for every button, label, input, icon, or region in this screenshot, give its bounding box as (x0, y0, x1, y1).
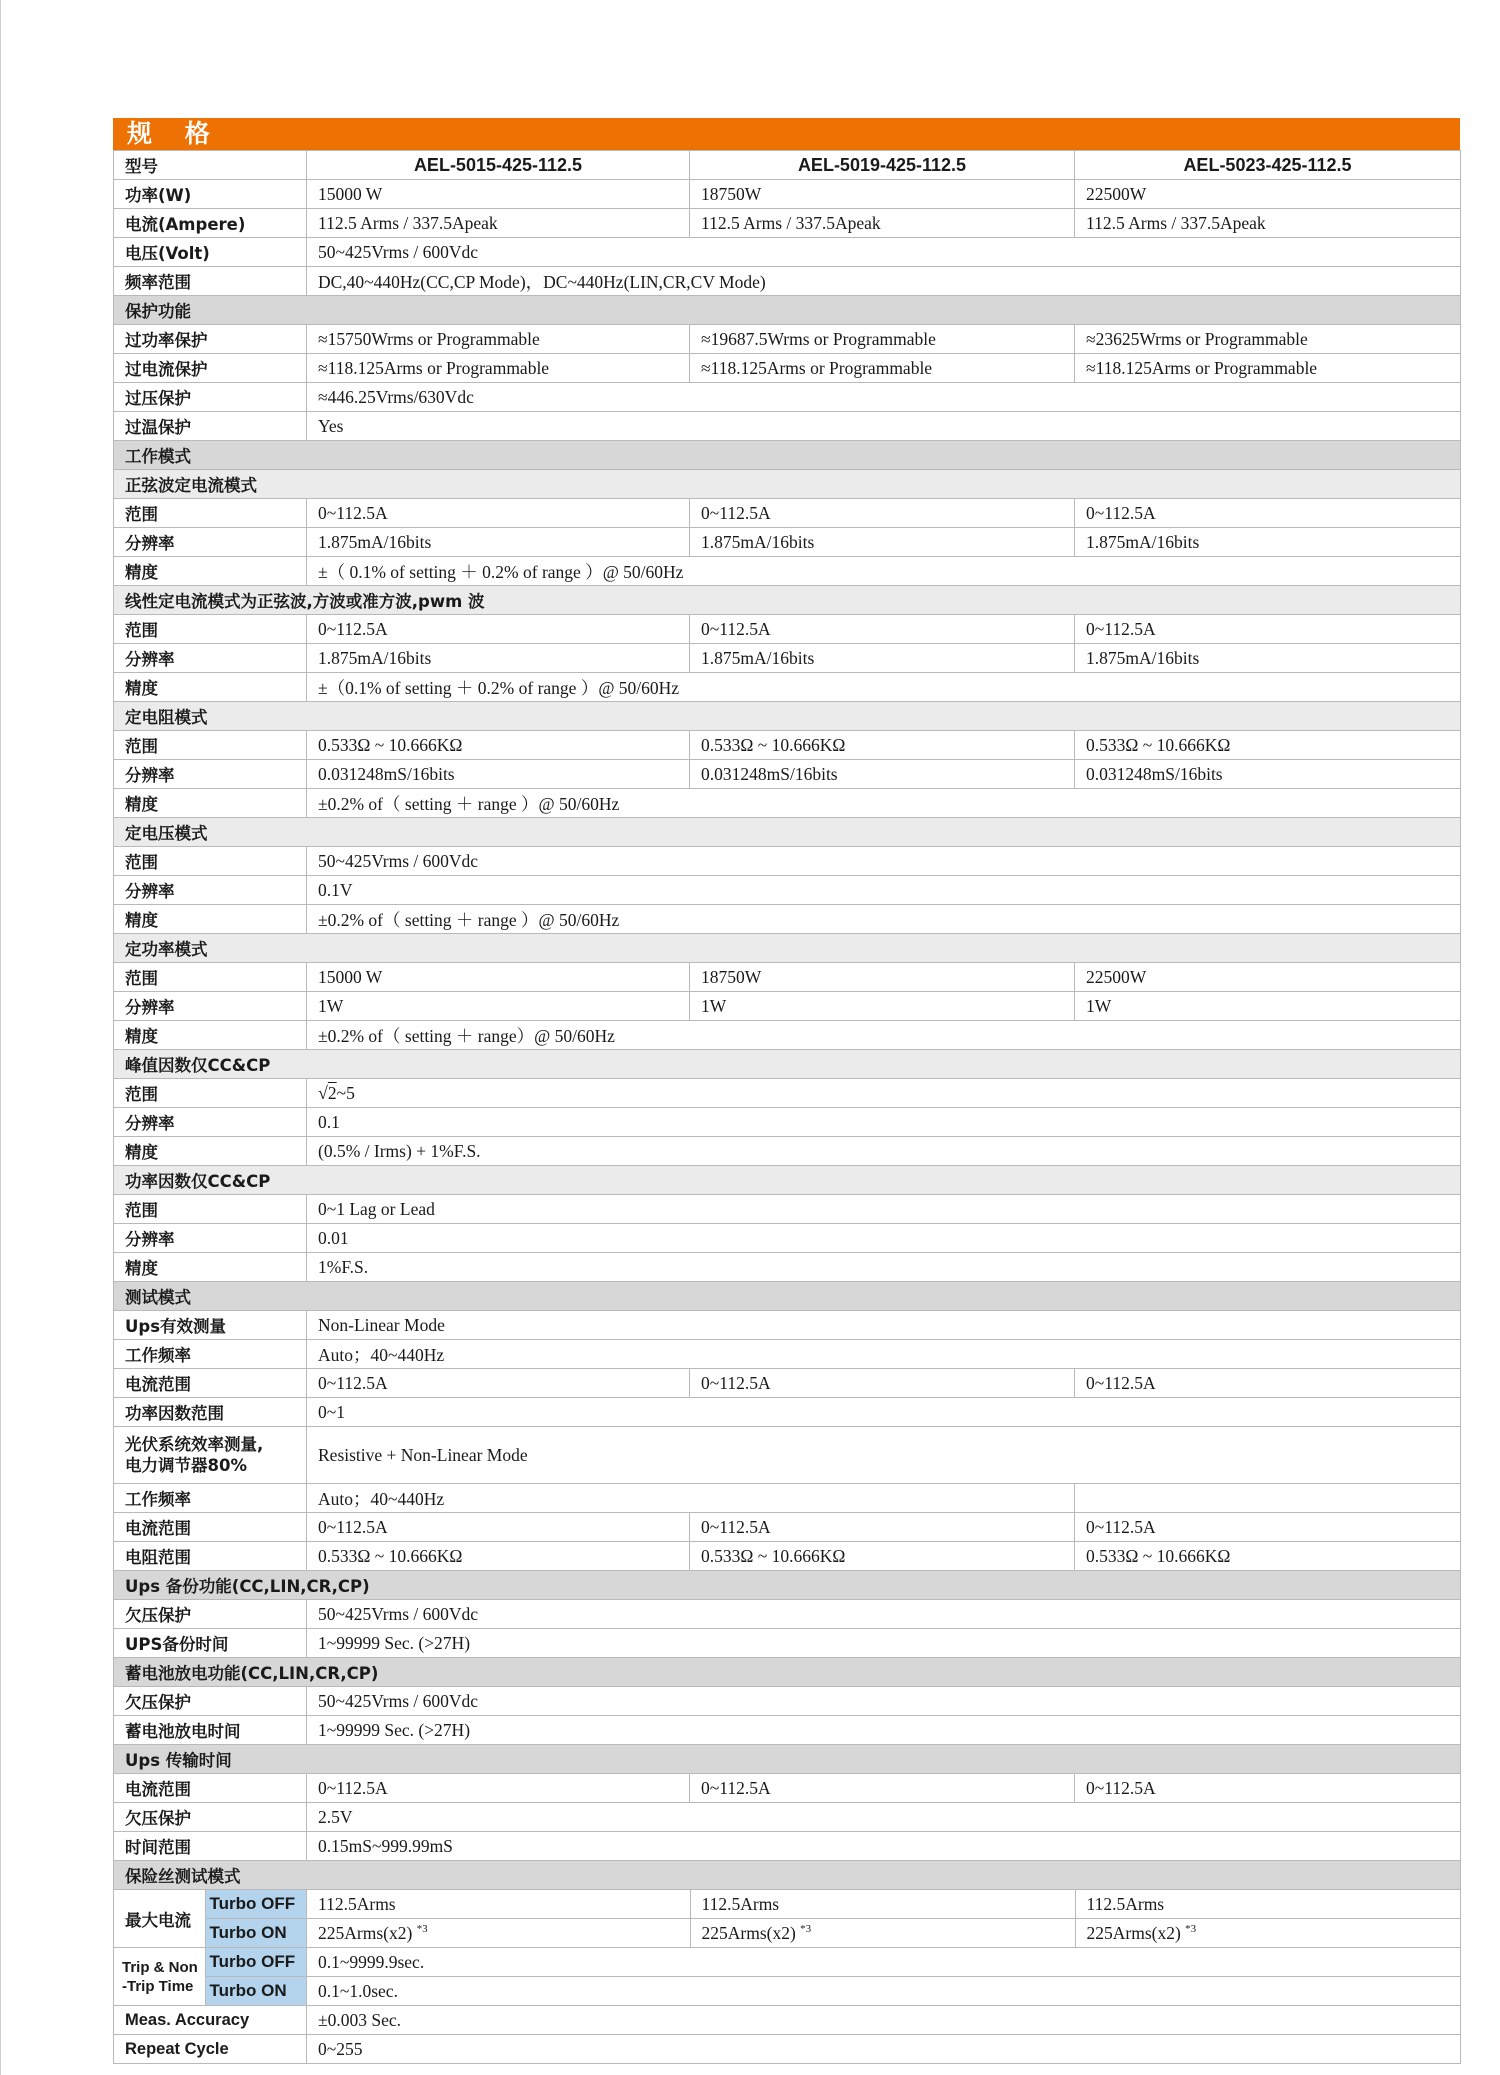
cell-empty (1075, 1484, 1461, 1513)
table-row (114, 528, 1461, 557)
nested-row (114, 1948, 307, 1977)
cell-value: 1~99999 Sec. (>27H) (307, 1716, 1461, 1745)
cell-value: ±（0.1% of setting ＋ 0.2% of range ）@ 50/60Hz (307, 673, 1461, 702)
row-label: 分辨率 (114, 876, 307, 905)
table-row (114, 499, 1461, 528)
cell-value: ±0.2% of（ setting ＋ range ）@ 50/60Hz (307, 905, 1461, 934)
table-row (114, 1600, 1461, 1629)
row-label: 频率范围 (114, 267, 307, 296)
row-label: 精度 (114, 1253, 307, 1282)
value-text: 225Arms(x2) (1086, 1922, 1181, 1943)
cell-value: ≈446.25Vrms/630Vdc (307, 383, 1461, 412)
cell-value: 50~425Vrms / 600Vdc (307, 1600, 1461, 1629)
cell-value: 1%F.S. (307, 1253, 1461, 1282)
cell-value: 1W (307, 992, 690, 1021)
table-row (114, 876, 1461, 905)
value-group (307, 1890, 1461, 1948)
cell-value (307, 1079, 1461, 1108)
row-label (114, 1427, 307, 1484)
table-row (114, 1398, 1461, 1427)
value-group (307, 1948, 1461, 2006)
table-row (114, 1137, 1461, 1166)
footnote-mark: *3 (1185, 1922, 1197, 1935)
row-label: 范围 (114, 615, 307, 644)
turbo-off-label: Turbo OFF (205, 1948, 307, 1977)
page-edge (0, 0, 1, 2075)
cell-value: 0~112.5A (307, 499, 690, 528)
cell-value: Auto；40~440Hz (307, 1484, 1075, 1513)
row-label: 范围 (114, 1195, 307, 1224)
cell-value: 0.031248mS/16bits (690, 760, 1075, 789)
row-label: 功率(W) (114, 180, 307, 209)
cell-value: ≈19687.5Wrms or Programmable (690, 325, 1075, 354)
table-row (114, 267, 1461, 296)
cell-value: 0~112.5A (307, 1774, 690, 1803)
nested-row (307, 1977, 1460, 2006)
cell-value: 1~99999 Sec. (>27H) (307, 1629, 1461, 1658)
row-label: Ups有效测量 (114, 1311, 307, 1340)
cell-value: 1.875mA/16bits (690, 528, 1075, 557)
cell-value: 0~1 Lag or Lead (307, 1195, 1461, 1224)
table-row (114, 238, 1461, 267)
cell-value: 2.5V (307, 1803, 1461, 1832)
nested-label-table (114, 1890, 307, 1947)
table-row (114, 1513, 1461, 1542)
row-label: 范围 (114, 731, 307, 760)
cell-value: 1.875mA/16bits (307, 644, 690, 673)
cell-value: 112.5 Arms / 337.5Apeak (690, 209, 1075, 238)
subsection-header (114, 586, 1461, 615)
spec-sheet (113, 118, 1460, 2064)
row-label: Repeat Cycle (114, 2035, 307, 2064)
turbo-on-label: Turbo ON (205, 1919, 307, 1948)
cell-value: 1W (690, 992, 1075, 1021)
row-label: 工作频率 (114, 1340, 307, 1369)
cell-value: 0~112.5A (1075, 1513, 1461, 1542)
cell-value: 0.01 (307, 1224, 1461, 1253)
table-row (114, 615, 1461, 644)
nested-row (307, 1919, 1461, 1948)
table-row (114, 1774, 1461, 1803)
table-row (114, 209, 1461, 238)
table-row (114, 760, 1461, 789)
spec-table (113, 150, 1461, 2064)
footnote-mark: *3 (800, 1922, 812, 1935)
cell-value: Yes (307, 412, 1461, 441)
cell-value: ≈118.125Arms or Programmable (1075, 354, 1461, 383)
cell-value: 0.533Ω ~ 10.666KΩ (307, 1542, 690, 1571)
footnote-mark: *3 (416, 1922, 428, 1935)
sqrt-sign: √ (318, 1082, 328, 1103)
row-label: 范围 (114, 847, 307, 876)
cell-value: 0.1~9999.9sec. (307, 1948, 1460, 1977)
table-row (114, 325, 1461, 354)
cell-value: 0.533Ω ~ 10.666KΩ (690, 731, 1075, 760)
row-label: 精度 (114, 1021, 307, 1050)
row-label: 范围 (114, 963, 307, 992)
row-label (114, 1948, 205, 2005)
nested-value-table (307, 1948, 1460, 2005)
section-header (114, 1571, 1461, 1600)
section-header (114, 441, 1461, 470)
nested-label-table (114, 1948, 307, 2005)
label-line: 电力调节器80% (125, 1456, 247, 1475)
table-row (114, 1224, 1461, 1253)
row-label: 过压保护 (114, 383, 307, 412)
cell-value: 0~112.5A (690, 1774, 1075, 1803)
row-label: 欠压保护 (114, 1687, 307, 1716)
section-header (114, 296, 1461, 325)
table-row (114, 1542, 1461, 1571)
cell-value: 0~255 (307, 2035, 1461, 2064)
table-row (114, 1803, 1461, 1832)
model-header-row (114, 151, 1461, 180)
row-label: 电流范围 (114, 1369, 307, 1398)
section-title: 蓄电池放电功能(CC,LIN,CR,CP) (114, 1658, 1461, 1687)
table-row (114, 1021, 1461, 1050)
cell-value: ±（ 0.1% of setting ＋ 0.2% of range ）@ 50/60Hz (307, 557, 1461, 586)
subsection-header (114, 470, 1461, 499)
subsection-title: 定功率模式 (114, 934, 1461, 963)
table-row (114, 1108, 1461, 1137)
cell-value: 18750W (690, 963, 1075, 992)
cell-value: 0~112.5A (307, 1513, 690, 1542)
row-label: 范围 (114, 1079, 307, 1108)
row-label: 电流范围 (114, 1774, 307, 1803)
row-label: 工作频率 (114, 1484, 307, 1513)
cell-value: DC,40~440Hz(CC,CP Mode)，DC~440Hz(LIN,CR,CV Mode) (307, 267, 1461, 296)
row-label: 分辨率 (114, 1108, 307, 1137)
cell-value: 1.875mA/16bits (1075, 644, 1461, 673)
cell-value: 22500W (1075, 963, 1461, 992)
table-row (114, 905, 1461, 934)
turbo-on-label: Turbo ON (205, 1977, 307, 2006)
subsection-title: 定电压模式 (114, 818, 1461, 847)
cell-value: 112.5 Arms / 337.5Apeak (1075, 209, 1461, 238)
section-title: 工作模式 (114, 441, 1461, 470)
section-title: Ups 备份功能(CC,LIN,CR,CP) (114, 1571, 1461, 1600)
table-row (114, 1079, 1461, 1108)
cell-value: (0.5% / Irms) + 1%F.S. (307, 1137, 1461, 1166)
table-row (114, 992, 1461, 1021)
table-row (114, 1484, 1461, 1513)
row-label: 分辨率 (114, 644, 307, 673)
table-row (114, 731, 1461, 760)
row-label: 分辨率 (114, 1224, 307, 1253)
nested-row (307, 1890, 1461, 1919)
table-row (114, 847, 1461, 876)
cell-value: ≈118.125Arms or Programmable (307, 354, 690, 383)
cell-value: Non-Linear Mode (307, 1311, 1461, 1340)
title-bar: 规 格 (113, 118, 1460, 150)
table-row (114, 180, 1461, 209)
row-label: 功率因数范围 (114, 1398, 307, 1427)
section-header (114, 1282, 1461, 1311)
cell-value: 22500W (1075, 180, 1461, 209)
label-line: 光伏系统效率测量, (125, 1435, 264, 1454)
table-row (114, 1427, 1461, 1484)
cell-value: ≈15750Wrms or Programmable (307, 325, 690, 354)
cell-value: 112.5Arms (690, 1890, 1075, 1919)
table-row (114, 2006, 1461, 2035)
cell-value: ±0.2% of（ setting ＋ range）@ 50/60Hz (307, 1021, 1461, 1050)
row-label: 过温保护 (114, 412, 307, 441)
row-label: 分辨率 (114, 760, 307, 789)
model-name: AEL-5015-425-112.5 (307, 151, 690, 180)
subsection-header (114, 934, 1461, 963)
table-row (114, 644, 1461, 673)
table-row (114, 1948, 1461, 2006)
cell-value: 0~112.5A (690, 615, 1075, 644)
cell-value: ≈23625Wrms or Programmable (1075, 325, 1461, 354)
table-row (114, 1311, 1461, 1340)
subsection-title: 线性定电流模式为正弦波,方波或准方波,pwm 波 (114, 586, 1461, 615)
range-rest: ~5 (336, 1082, 355, 1103)
row-label: UPS备份时间 (114, 1629, 307, 1658)
cell-value (1075, 1919, 1461, 1948)
cell-value: 0.031248mS/16bits (307, 760, 690, 789)
cell-value: 0~112.5A (690, 1369, 1075, 1398)
table-row (114, 963, 1461, 992)
cell-value: 0.1~1.0sec. (318, 1980, 398, 2001)
cell-value: ±0.2% of（ setting ＋ range ）@ 50/60Hz (307, 789, 1461, 818)
table-row (114, 1253, 1461, 1282)
table-row (114, 673, 1461, 702)
label-line: Trip & Non (122, 1958, 198, 1976)
row-label: 蓄电池放电时间 (114, 1716, 307, 1745)
cell-value: 0~1 (307, 1398, 1461, 1427)
cell-value: Resistive + Non-Linear Mode (307, 1427, 1461, 1484)
table-row (114, 1340, 1461, 1369)
subsection-title: 功率因数仅CC&CP (114, 1166, 1461, 1195)
table-row (114, 412, 1461, 441)
cell-value: 0~112.5A (307, 1369, 690, 1398)
model-name: AEL-5023-425-112.5 (1075, 151, 1461, 180)
cell-value: 50~425Vrms / 600Vdc (307, 1687, 1461, 1716)
section-title: Ups 传输时间 (114, 1745, 1461, 1774)
cell-value: 0.1 (307, 1108, 1461, 1137)
cell-value: 0.15mS~999.99mS (307, 1832, 1461, 1861)
row-label: 精度 (114, 557, 307, 586)
cell-value: 112.5Arms (307, 1890, 690, 1919)
cell-value: 15000 W (307, 180, 690, 209)
cell-value: 50~425Vrms / 600Vdc (307, 238, 1461, 267)
table-row (114, 789, 1461, 818)
row-label: 最大电流 (114, 1890, 205, 1947)
value-text: 225Arms(x2) (701, 1922, 796, 1943)
row-label: 欠压保护 (114, 1803, 307, 1832)
row-label: 时间范围 (114, 1832, 307, 1861)
row-label: 过电流保护 (114, 354, 307, 383)
cell-value: 0~112.5A (1075, 499, 1461, 528)
table-row (114, 1832, 1461, 1861)
cell-value: 0.533Ω ~ 10.666KΩ (690, 1542, 1075, 1571)
cell-value: 0~112.5A (1075, 615, 1461, 644)
cell-value: 18750W (690, 180, 1075, 209)
nested-value-table (307, 1890, 1461, 1947)
table-row (114, 1890, 1461, 1948)
cell-value: 15000 W (307, 963, 690, 992)
row-label: 欠压保护 (114, 1600, 307, 1629)
cell-value: 1W (1075, 992, 1461, 1021)
table-row (114, 383, 1461, 412)
cell-value: 0.533Ω ~ 10.666KΩ (1075, 1542, 1461, 1571)
subsection-header (114, 1050, 1461, 1079)
radicand: 2 (327, 1082, 337, 1103)
row-label: 精度 (114, 673, 307, 702)
cell-value: 0.1V (307, 876, 1461, 905)
cell-value: 112.5Arms (1075, 1890, 1461, 1919)
row-label: 电流(Ampere) (114, 209, 307, 238)
row-label: 型号 (114, 151, 307, 180)
cell-value: 112.5 Arms / 337.5Apeak (307, 209, 690, 238)
row-label: 电阻范围 (114, 1542, 307, 1571)
row-label: 电流范围 (114, 1513, 307, 1542)
cell-value: 1.875mA/16bits (690, 644, 1075, 673)
cell-value (690, 1919, 1075, 1948)
cell-value: 50~425Vrms / 600Vdc (307, 847, 1461, 876)
row-label-group (114, 1890, 307, 1948)
row-label: 分辨率 (114, 528, 307, 557)
cell-value: 1.875mA/16bits (307, 528, 690, 557)
section-title: 测试模式 (114, 1282, 1461, 1311)
row-label: 范围 (114, 499, 307, 528)
section-header (114, 1745, 1461, 1774)
cell-value: 0~112.5A (690, 1513, 1075, 1542)
cell-value (307, 1919, 690, 1948)
cell-value: 0.533Ω ~ 10.666KΩ (1075, 731, 1461, 760)
section-title: 保险丝测试模式 (114, 1861, 1461, 1890)
table-row (114, 1629, 1461, 1658)
row-label: Meas. Accuracy (114, 2006, 307, 2035)
subsection-header (114, 702, 1461, 731)
table-row (114, 354, 1461, 383)
row-label: 电压(Volt) (114, 238, 307, 267)
cell-value: ≈118.125Arms or Programmable (690, 354, 1075, 383)
cell-value: ±0.003 Sec. (307, 2006, 1461, 2035)
cell-value: 0~112.5A (1075, 1369, 1461, 1398)
turbo-off-label: Turbo OFF (205, 1890, 307, 1919)
cell-value: Auto；40~440Hz (307, 1340, 1461, 1369)
nested-row (307, 1948, 1460, 1977)
section-title: 保护功能 (114, 296, 1461, 325)
row-label: 分辨率 (114, 992, 307, 1021)
label-line: -Trip Time (122, 1977, 194, 1995)
subsection-header (114, 1166, 1461, 1195)
subsection-title: 正弦波定电流模式 (114, 470, 1461, 499)
table-row (114, 1369, 1461, 1398)
section-header (114, 1861, 1461, 1890)
nested-row (114, 1890, 307, 1919)
row-label: 精度 (114, 905, 307, 934)
cell-value: 0~112.5A (1075, 1774, 1461, 1803)
cell-value: 1.875mA/16bits (1075, 528, 1461, 557)
subsection-title: 峰值因数仅CC&CP (114, 1050, 1461, 1079)
value-text: 225Arms(x2) (318, 1922, 413, 1943)
cell-value: 0.533Ω ~ 10.666KΩ (307, 731, 690, 760)
cell-value: 0~112.5A (307, 615, 690, 644)
row-label: 精度 (114, 789, 307, 818)
model-name: AEL-5019-425-112.5 (690, 151, 1075, 180)
table-row (114, 2035, 1461, 2064)
section-header (114, 1658, 1461, 1687)
table-row (114, 1687, 1461, 1716)
cell-value: 0.031248mS/16bits (1075, 760, 1461, 789)
row-label: 精度 (114, 1137, 307, 1166)
row-label: 过功率保护 (114, 325, 307, 354)
table-row (114, 1716, 1461, 1745)
row-label-group (114, 1948, 307, 2006)
cell-value: 0~112.5A (690, 499, 1075, 528)
subsection-header (114, 818, 1461, 847)
subsection-title: 定电阻模式 (114, 702, 1461, 731)
table-row (114, 1195, 1461, 1224)
table-row (114, 557, 1461, 586)
